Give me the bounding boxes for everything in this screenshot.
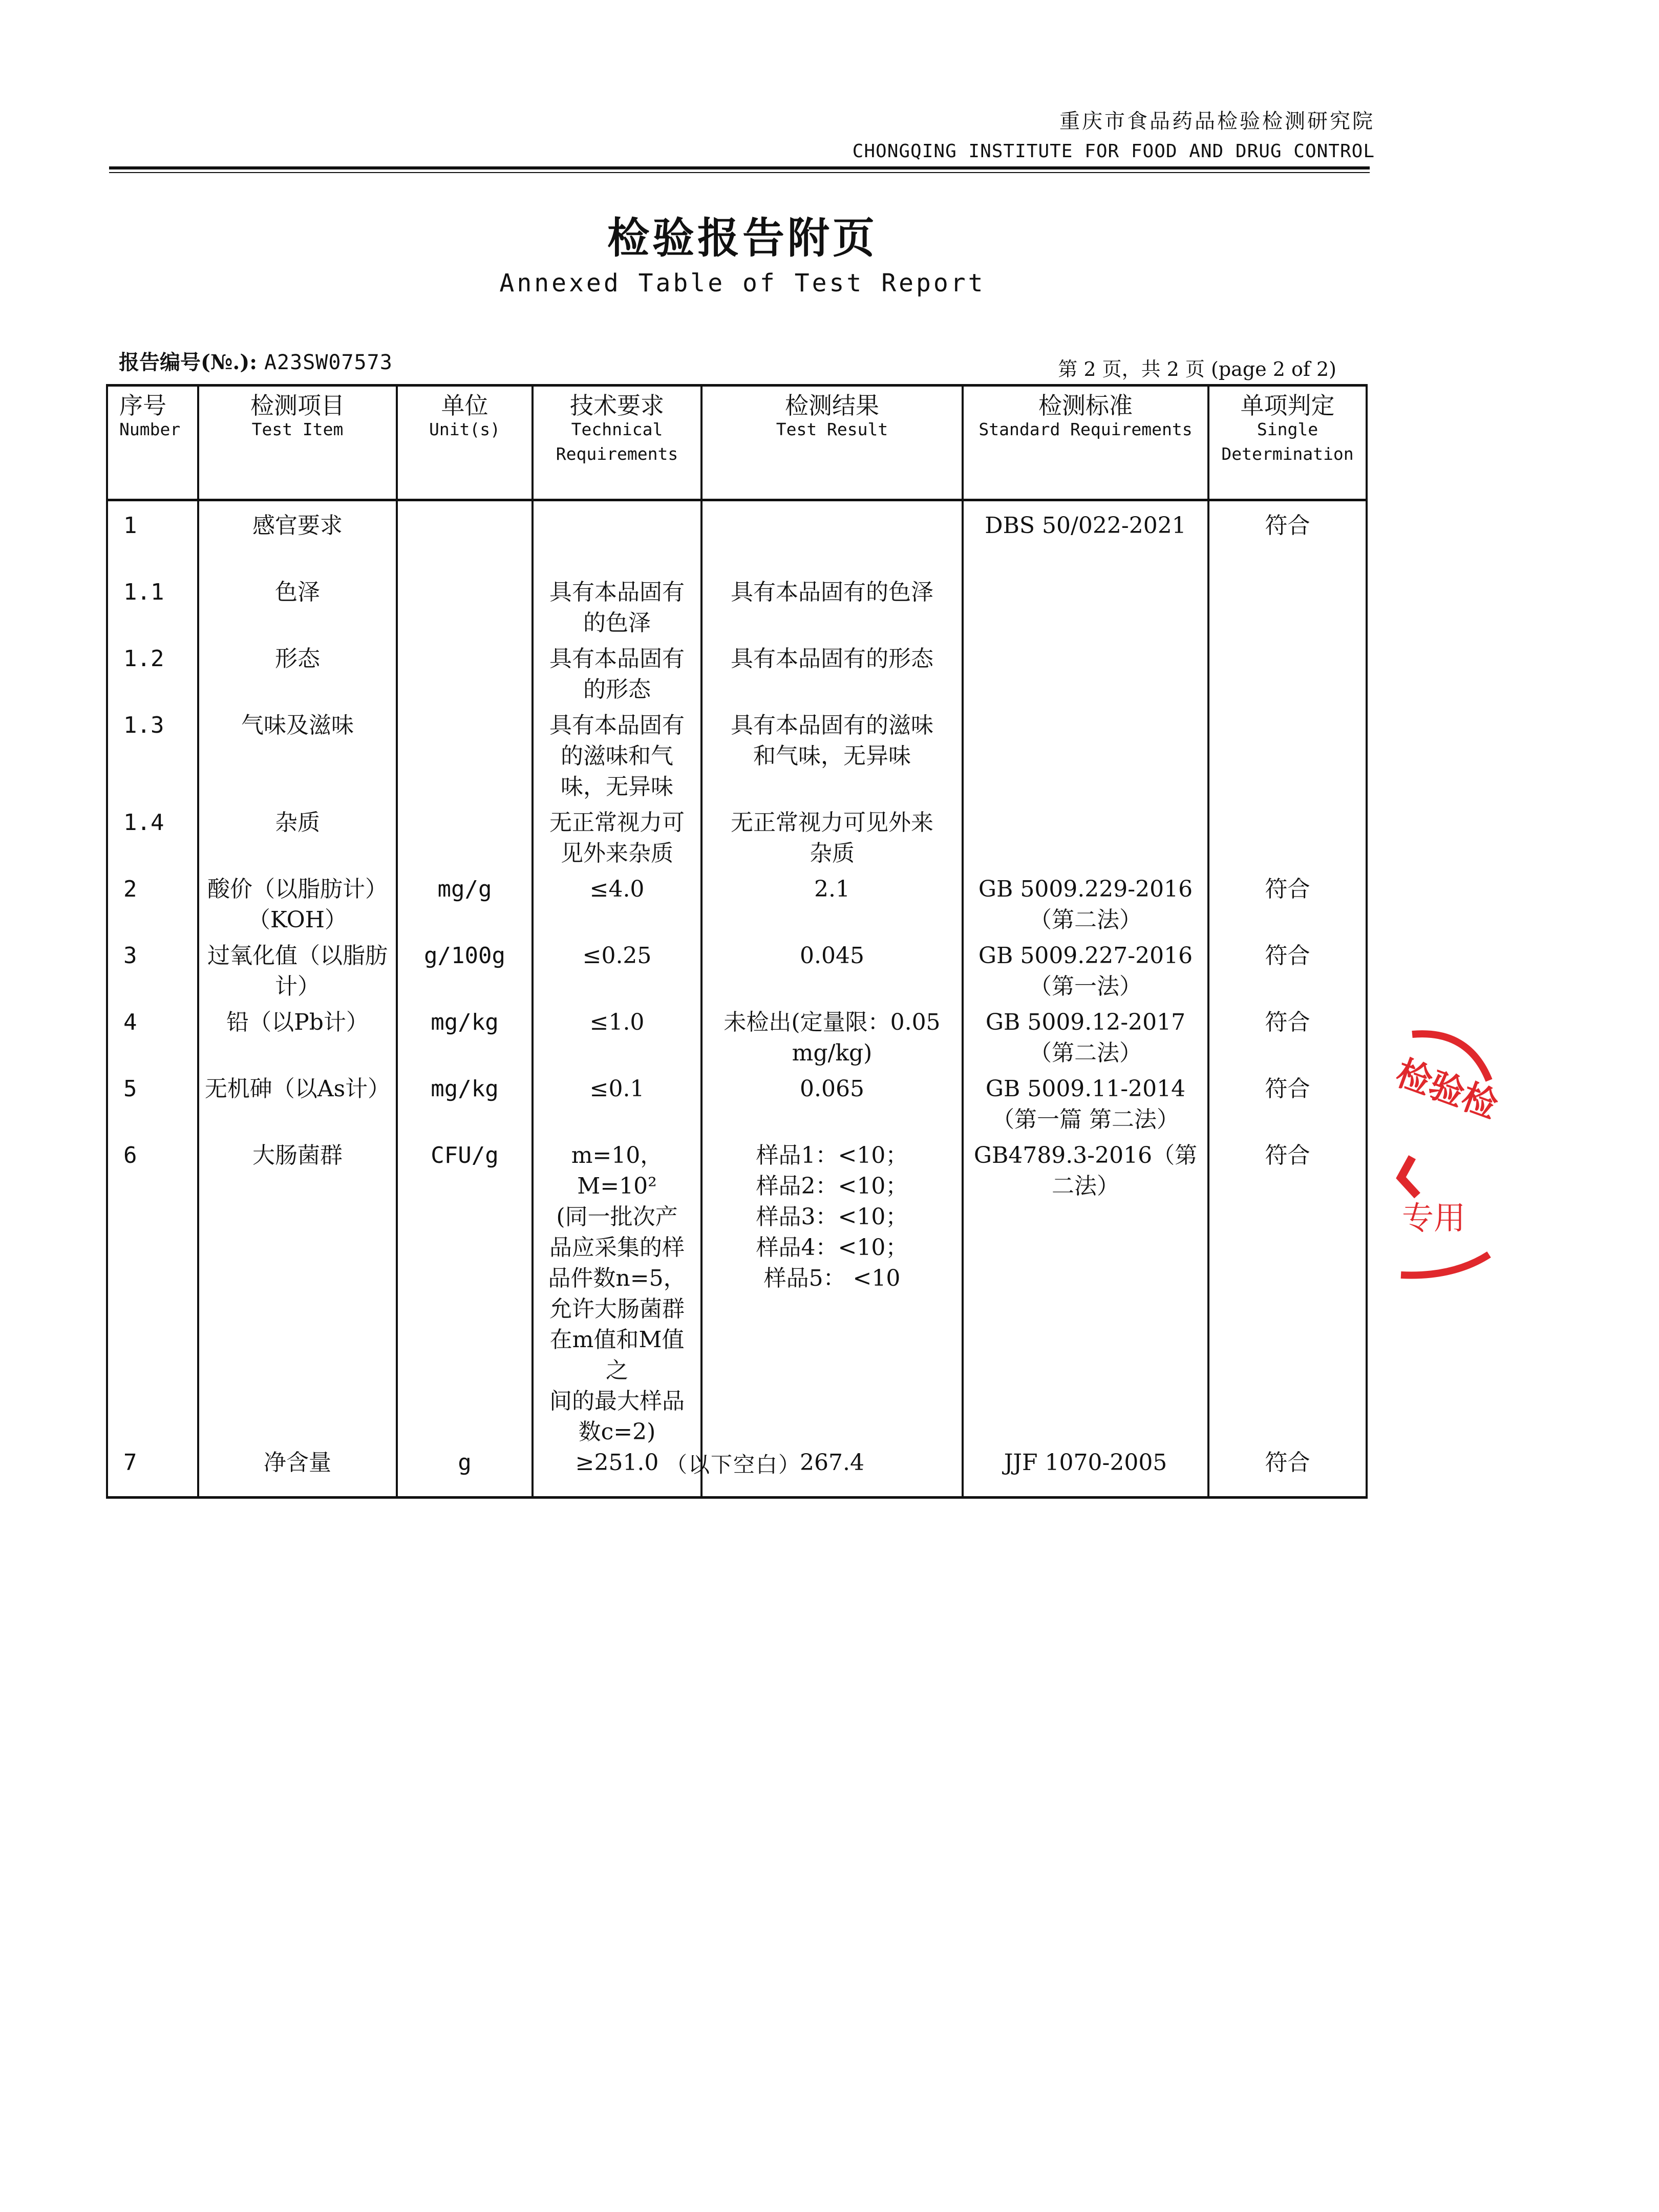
cell-technical-requirement [533,710,701,807]
cell-number: 2 [107,874,198,941]
cell-unit: g [397,1448,533,1498]
cell-standard [963,807,1208,874]
cell-technical-requirement-line: ≤4.0 [589,876,645,902]
seal-text-bottom: 专用 [1402,1199,1466,1237]
table-row [107,874,1367,941]
table-row [107,807,1367,874]
cell-technical-requirement-line: 在m值和M值之 [549,1327,685,1384]
seal-chevron [1401,1157,1417,1196]
cell-test-result-line: 样品5： <10 [763,1265,901,1291]
column-header-en: Single Determination [1221,419,1354,464]
cell-technical-requirement-line: 品应采集的样 [549,1235,685,1261]
column-header [1208,386,1367,500]
cell-test-result [701,500,963,578]
cell-number: 1.4 [107,807,198,874]
cell-unit [397,644,533,710]
cell-technical-requirement-line: 间的最大样品 [549,1388,685,1414]
cell-test-result-line: 2.1 [814,876,850,902]
cell-test-result-line: 样品1：<10； [756,1142,908,1168]
cell-test-item: 铅（以Pb计） [198,1007,397,1074]
cell-test-result-line: 杂质 [810,840,855,866]
cell-determination: 符合 [1208,500,1367,578]
cell-number: 4 [107,1007,198,1074]
cell-technical-requirement [533,500,701,578]
cell-technical-requirement-line: 具有本品固有 [549,712,685,738]
cell-test-item: 无机砷（以As计） [198,1074,397,1140]
header-rule-thin [109,172,1370,173]
cell-standard-line: GB 5009.229-2016 [978,876,1193,902]
cell-technical-requirement-line: m=10，M=10² [571,1142,663,1199]
cell-number: 3 [107,941,198,1007]
cell-standard [963,500,1208,578]
column-header-en: Unit(s) [429,419,501,439]
cell-test-result [701,807,963,874]
cell-test-result [701,941,963,1007]
cell-standard [963,710,1208,807]
cell-unit: mg/g [397,874,533,941]
column-header [963,386,1208,500]
cell-unit: CFU/g [397,1140,533,1448]
cell-determination: 符合 [1208,1007,1367,1074]
cell-standard [963,1140,1208,1448]
cell-test-result [701,1140,963,1448]
cell-technical-requirement-line: ≥251.0 [575,1450,659,1476]
page-title-cn: 检验报告附页 [607,214,878,263]
cell-determination: 符合 [1208,874,1367,941]
cell-number: 5 [107,1074,198,1140]
table-row [107,1140,1367,1448]
cell-technical-requirement-line: 具有本品固有 [549,579,685,605]
cell-test-item: 过氧化值（以脂肪计） [198,941,397,1007]
cell-technical-requirement-line: 的形态 [583,676,651,703]
table-row [107,710,1367,807]
column-header-cn: 检测项目 [250,392,345,419]
cell-technical-requirement-line: 具有本品固有 [549,646,685,672]
seal-text-top: 检验检 [1391,1052,1503,1127]
cell-technical-requirement [533,644,701,710]
column-header-cn: 检测结果 [785,392,879,419]
cell-unit: mg/kg [397,1074,533,1140]
cell-technical-requirement-line: 见外来杂质 [561,840,673,866]
cell-standard [963,1007,1208,1074]
institute-name-cn: 重庆市食品药品检验检测研究院 [1059,110,1375,133]
page-title-en: Annexed Table of Test Report [499,269,986,297]
cell-technical-requirement-line: ≤0.1 [589,1076,645,1102]
table-row [107,577,1367,644]
cell-determination: 符合 [1208,941,1367,1007]
cell-determination: 符合 [1208,1448,1367,1498]
seal-arc-bottom [1401,1254,1489,1275]
column-header-cn: 单位 [441,392,488,419]
cell-test-item: 气味及滋味 [198,710,397,807]
cell-technical-requirement [533,1007,701,1074]
cell-technical-requirement [533,1074,701,1140]
table-row [107,941,1367,1007]
cell-test-result [701,710,963,807]
column-header-cn: 技术要求 [570,392,664,419]
cell-standard-line: GB 5009.12-2017 [985,1009,1186,1035]
cell-number: 1 [107,500,198,578]
cell-number: 1.2 [107,644,198,710]
cell-standard [963,874,1208,941]
cell-test-item: 净含量 [198,1448,397,1498]
column-header-en: Technical Requirements [556,419,678,464]
cell-number: 6 [107,1140,198,1448]
cell-unit [397,500,533,578]
cell-technical-requirement-line: 允许大肠菌群 [549,1296,685,1322]
cell-number: 1.3 [107,710,198,807]
cell-test-item: 形态 [198,644,397,710]
cell-test-result-line: 具有本品固有的形态 [731,646,933,672]
cell-standard-line: （第二法） [1029,1040,1142,1066]
cell-test-item: 感官要求 [198,500,397,578]
cell-standard-line: GB4789.3-2016（第 [973,1142,1198,1168]
cell-unit: g/100g [397,941,533,1007]
cell-test-result [701,644,963,710]
cell-standard-line: （第一法） [1029,973,1142,999]
cell-technical-requirement-line: ≤0.25 [582,943,652,969]
cell-standard [963,577,1208,644]
cell-standard [963,1448,1208,1498]
cell-determination [1208,710,1367,807]
column-header [533,386,701,500]
cell-standard-line: 二法） [1052,1173,1119,1199]
table-header-row [107,386,1367,500]
cell-test-result-line: 样品4：<10； [756,1235,908,1261]
cell-standard [963,644,1208,710]
cell-standard-line: DBS 50/022-2021 [985,513,1186,539]
column-header [397,386,533,500]
cell-unit [397,577,533,644]
cell-technical-requirement-line: (同一批次产 [556,1204,678,1230]
cell-test-item: 杂质 [198,807,397,874]
cell-unit [397,807,533,874]
cell-test-item: 色泽 [198,577,397,644]
column-header [701,386,963,500]
cell-technical-requirement-line: ≤1.0 [589,1009,645,1035]
cell-test-result [701,577,963,644]
cell-standard-line: （第一篇 第二法） [992,1107,1179,1133]
cell-unit: mg/kg [397,1007,533,1074]
cell-determination: 符合 [1208,1074,1367,1140]
cell-technical-requirement [533,577,701,644]
cell-standard [963,1074,1208,1140]
cell-technical-requirement [533,874,701,941]
report-number [119,346,393,375]
cell-test-result-line: 样品2：<10； [756,1173,908,1199]
cell-test-result [701,1007,963,1074]
cell-test-result-line: 无正常视力可见外来 [731,810,933,836]
cell-determination: 符合 [1208,1140,1367,1448]
cell-test-result-line: mg/kg) [792,1040,873,1066]
table-row [107,1007,1367,1074]
cell-standard-line: （第二法） [1029,907,1142,933]
cell-standard [963,941,1208,1007]
header-rule-thick [109,166,1370,169]
cell-test-result [701,874,963,941]
cell-test-item: 酸价（以脂肪计）（KOH） [198,874,397,941]
column-header [198,386,397,500]
cell-number: 1.1 [107,577,198,644]
cell-test-result-line: 和气味，无异味 [753,743,911,769]
report-number-value: A23SW07573 [264,351,393,374]
cell-test-result-line: 样品3：<10； [756,1204,908,1230]
column-header-en: Test Result [776,419,888,439]
table-row [107,1074,1367,1140]
cell-technical-requirement-line: 无正常视力可 [549,810,685,836]
column-header-en: Standard Requirements [979,419,1193,439]
cell-test-result-line: 267.4 [800,1450,864,1476]
column-header-en: Number [119,419,181,439]
column-header-cn: 序号 [119,392,166,419]
cell-technical-requirement [533,941,701,1007]
column-header-en: Test Item [251,419,344,439]
cell-test-item: 大肠菌群 [198,1140,397,1448]
cell-technical-requirement-line: 数c=2) [578,1419,656,1445]
cell-standard-line: GB 5009.227-2016 [978,943,1193,969]
cell-test-result [701,1074,963,1140]
cell-test-result-line: 0.065 [800,1076,864,1102]
cell-technical-requirement [533,807,701,874]
institute-name-en: CHONGQING INSTITUTE FOR FOOD AND DRUG CONTROL [852,141,1375,162]
column-header-cn: 单项判定 [1240,392,1335,419]
column-header-cn: 检测标准 [1038,392,1133,419]
cell-technical-requirement-line: 的色泽 [583,610,651,636]
cell-number: 7 [107,1448,198,1498]
cell-determination [1208,807,1367,874]
cell-technical-requirement-line: 味，无异味 [561,774,673,800]
cell-unit [397,710,533,807]
test-results-table [106,384,1368,1499]
table-row [107,500,1367,578]
cell-standard-line: GB 5009.11-2014 [985,1076,1186,1102]
cell-test-result-line: 具有本品固有的滋味 [731,712,933,738]
table-row [107,644,1367,710]
cell-test-result-line: 0.045 [800,943,864,969]
cell-standard-line: JJF 1070-2005 [1004,1450,1167,1476]
cell-test-result-line: 具有本品固有的色泽 [731,579,933,605]
page-indicator: 第 2 页，共 2 页 (page 2 of 2) [1058,358,1336,380]
cell-test-result-line: 未检出(定量限：0.05 [724,1009,941,1035]
cell-technical-requirement [533,1140,701,1448]
report-number-label: 报告编号(№.): [119,350,258,374]
cell-determination [1208,644,1367,710]
cell-determination [1208,577,1367,644]
blank-below-note: （以下空白） [666,1452,801,1477]
column-header [107,386,198,500]
cell-technical-requirement-line: 的滋味和气 [561,743,673,769]
cell-technical-requirement-line: 品件数n=5， [548,1265,686,1291]
official-seal-stamp [1391,1019,1503,1306]
